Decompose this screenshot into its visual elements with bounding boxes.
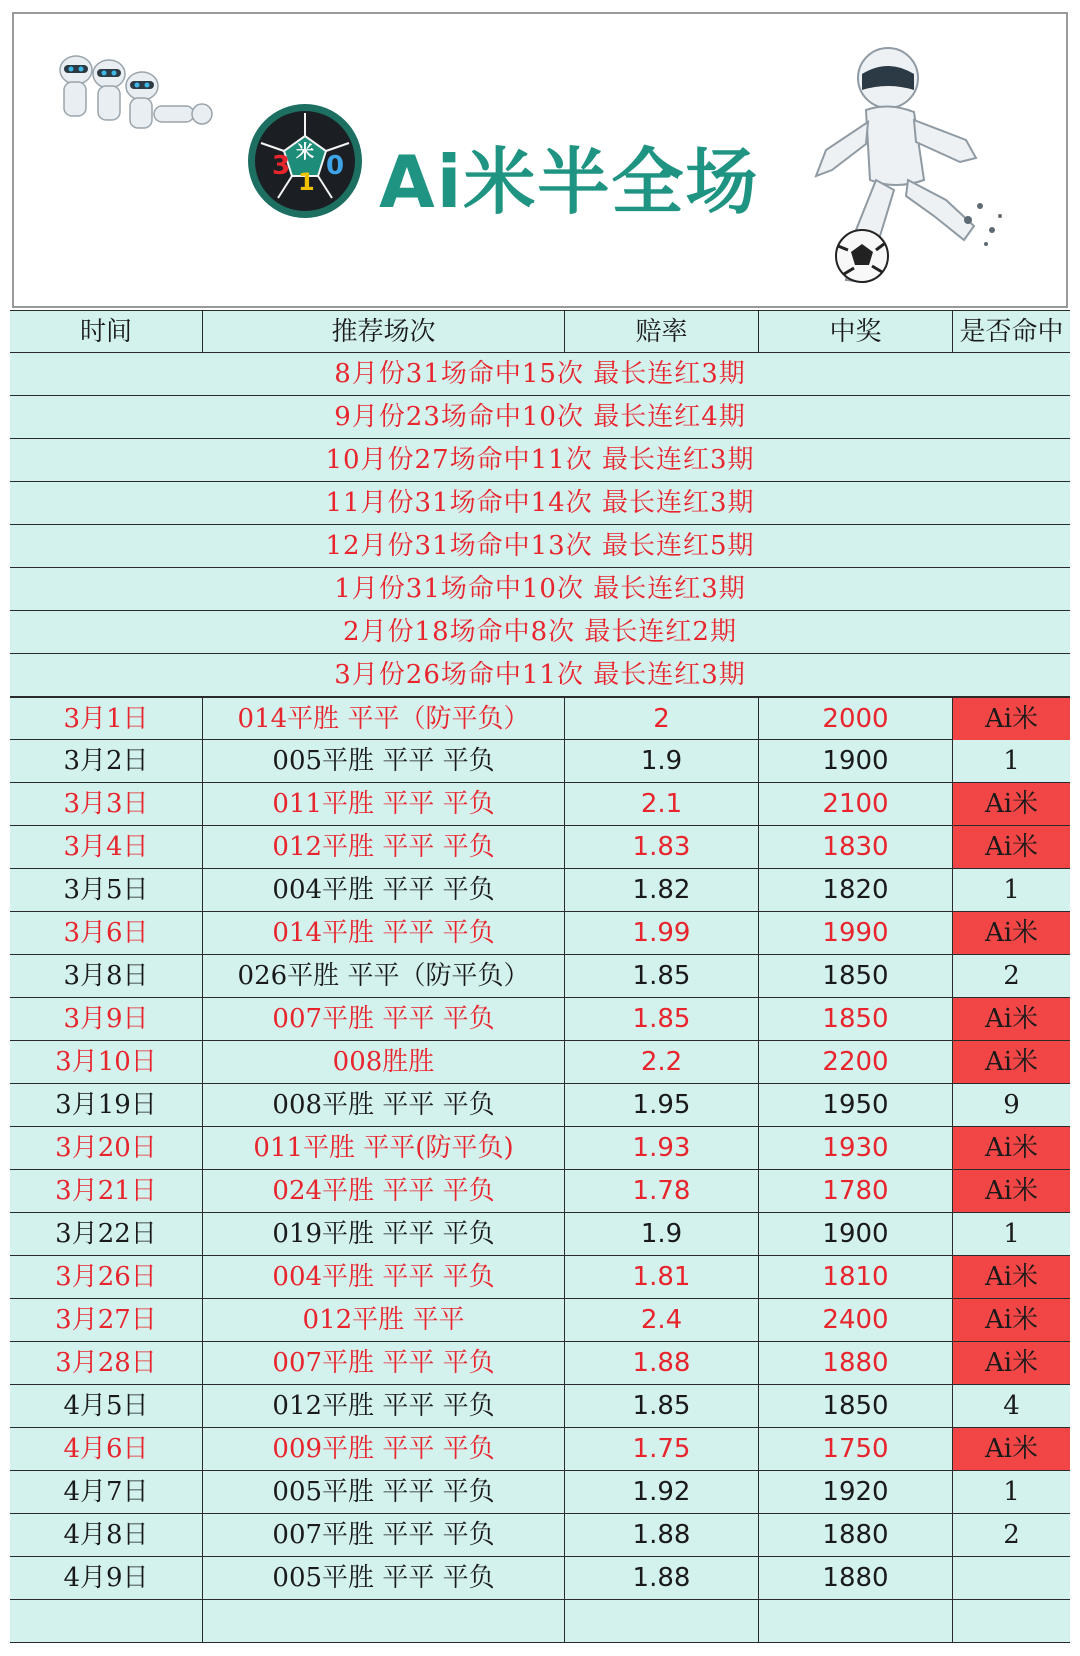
summary-row: [10, 439, 1070, 482]
prize-cell: 1750: [758, 1428, 952, 1470]
odds-cell: 1.83: [564, 826, 758, 868]
hit-cell: Ai米: [952, 1041, 1070, 1083]
robot-group-icon: [54, 48, 224, 138]
data-rows: [10, 697, 1070, 1643]
date-cell: 3月9日: [63, 1004, 149, 1034]
match-cell: 007平胜 平平 平负: [202, 1514, 564, 1556]
odds-cell: 1.85: [564, 998, 758, 1040]
date-cell: 3月21日: [55, 1176, 157, 1206]
header-odds: 赔率: [564, 311, 758, 353]
date-cell: 3月3日: [63, 789, 149, 819]
summary-text: 12月份31场命中13次 最长连红5期: [325, 531, 755, 561]
hit-cell: Ai米: [952, 1127, 1070, 1169]
prize-cell: 1850: [758, 998, 952, 1040]
date-cell: 3月2日: [63, 746, 149, 776]
table-row: [10, 1385, 1070, 1428]
match-cell: 004平胜 平平 平负: [202, 869, 564, 911]
odds-cell: 1.85: [564, 955, 758, 997]
table-row: [10, 1299, 1070, 1342]
summary-text: 1月份31场命中10次 最长连红3期: [334, 574, 746, 604]
summary-text: 8月份31场命中15次 最长连红3期: [334, 359, 746, 389]
brand-ball-icon: [246, 102, 364, 220]
prize-cell: 1900: [758, 740, 952, 782]
header-prize: 中奖: [758, 311, 952, 353]
table-row: [10, 955, 1070, 998]
hit-cell: Ai米: [952, 1170, 1070, 1212]
prize-cell: 1850: [758, 1385, 952, 1427]
prize-cell: 1780: [758, 1170, 952, 1212]
match-cell: 004平胜 平平 平负: [202, 1256, 564, 1298]
prize-cell: 1850: [758, 955, 952, 997]
hit-cell: Ai米: [952, 1428, 1070, 1470]
match-cell: 007平胜 平平 平负: [202, 1342, 564, 1384]
odds-cell: 1.78: [564, 1170, 758, 1212]
odds-cell: 1.95: [564, 1084, 758, 1126]
hit-cell: Ai米: [952, 998, 1070, 1040]
date-cell: 3月4日: [63, 832, 149, 862]
prize-cell: 1830: [758, 826, 952, 868]
hit-cell: 2: [952, 1514, 1070, 1556]
summary-row: [10, 482, 1070, 525]
hit-cell: Ai米: [952, 826, 1070, 868]
hit-cell: [952, 1557, 1070, 1599]
table-row: [10, 783, 1070, 826]
match-cell: 026平胜 平平（防平负）: [202, 955, 564, 997]
svg-text:3: 3: [272, 151, 291, 181]
match-cell: 012平胜 平平 平负: [202, 1385, 564, 1427]
prize-cell: 1810: [758, 1256, 952, 1298]
odds-cell: 2.2: [564, 1041, 758, 1083]
match-cell: 011平胜 平平(防平负): [202, 1127, 564, 1169]
hit-cell: Ai米: [952, 1256, 1070, 1298]
match-cell: 007平胜 平平 平负: [202, 998, 564, 1040]
table-row: [10, 869, 1070, 912]
table-row: [10, 1471, 1070, 1514]
table-row: [10, 697, 1070, 740]
odds-cell: 1.81: [564, 1256, 758, 1298]
table-row: [10, 1342, 1070, 1385]
hit-cell: 1: [952, 1471, 1070, 1513]
odds-cell: 1.9: [564, 1213, 758, 1255]
prize-cell: 1880: [758, 1514, 952, 1556]
odds-cell: 2: [564, 698, 758, 740]
date-cell: 3月26日: [55, 1262, 157, 1292]
summary-text: 10月份27场命中11次 最长连红3期: [325, 445, 755, 475]
prize-cell: 2000: [758, 698, 952, 740]
summary-row: [10, 568, 1070, 611]
date-cell: 3月10日: [55, 1047, 157, 1077]
table-row: [10, 1041, 1070, 1084]
robot-player-icon: [796, 30, 1016, 300]
prize-cell: 1900: [758, 1213, 952, 1255]
results-table: [10, 310, 1070, 1643]
table-row: [10, 1557, 1070, 1600]
summary-text: 11月份31场命中14次 最长连红3期: [325, 488, 755, 518]
table-row: [10, 1213, 1070, 1256]
banner: [12, 12, 1068, 308]
table-row: [10, 998, 1070, 1041]
hit-cell: 9: [952, 1084, 1070, 1126]
hit-cell: Ai米: [952, 698, 1070, 740]
date-cell: 3月1日: [63, 704, 149, 734]
odds-cell: 1.9: [564, 740, 758, 782]
header-date: 时间: [79, 317, 132, 347]
odds-cell: 1.88: [564, 1514, 758, 1556]
hit-cell: Ai米: [952, 1342, 1070, 1384]
summary-row: [10, 654, 1070, 697]
date-cell: 3月22日: [55, 1219, 157, 1249]
date-cell: 3月6日: [63, 918, 149, 948]
hit-cell: 4: [952, 1385, 1070, 1427]
match-cell: 011平胜 平平 平负: [202, 783, 564, 825]
prize-cell: 1820: [758, 869, 952, 911]
date-cell: [10, 1600, 202, 1642]
prize-cell: 1930: [758, 1127, 952, 1169]
hit-cell: Ai米: [952, 783, 1070, 825]
table-row: [10, 740, 1070, 783]
prize-cell: 1950: [758, 1084, 952, 1126]
odds-cell: 1.88: [564, 1342, 758, 1384]
table-row: [10, 1256, 1070, 1299]
match-cell: 005平胜 平平 平负: [202, 1471, 564, 1513]
prize-cell: 1880: [758, 1342, 952, 1384]
odds-cell: 2.4: [564, 1299, 758, 1341]
odds-cell: 1.93: [564, 1127, 758, 1169]
prize-cell: 1920: [758, 1471, 952, 1513]
match-cell: 014平胜 平平 平负: [202, 912, 564, 954]
prize-cell: 2100: [758, 783, 952, 825]
date-cell: 3月5日: [63, 875, 149, 905]
summary-row: [10, 353, 1070, 396]
match-cell: 009平胜 平平 平负: [202, 1428, 564, 1470]
summary-row: [10, 611, 1070, 654]
odds-cell: 1.85: [564, 1385, 758, 1427]
date-cell: 3月19日: [55, 1090, 157, 1120]
summary-text: 9月份23场命中10次 最长连红4期: [334, 402, 746, 432]
match-cell: [202, 1600, 564, 1642]
hit-cell: 1: [952, 740, 1070, 782]
table-row: [10, 826, 1070, 869]
summary-row: [10, 525, 1070, 568]
svg-text:1: 1: [298, 168, 315, 196]
match-cell: 019平胜 平平 平负: [202, 1213, 564, 1255]
hit-cell: Ai米: [952, 1299, 1070, 1341]
prize-cell: 1880: [758, 1557, 952, 1599]
date-cell: 3月8日: [63, 961, 149, 991]
match-cell: 008胜胜: [202, 1041, 564, 1083]
hit-cell: 1: [952, 1213, 1070, 1255]
table-row: [10, 1084, 1070, 1127]
date-cell: 4月7日: [63, 1477, 149, 1507]
brand-title: Ai米半全场: [379, 140, 760, 224]
prize-cell: 2200: [758, 1041, 952, 1083]
odds-cell: 1.82: [564, 869, 758, 911]
date-cell: 4月9日: [63, 1563, 149, 1593]
match-cell: 014平胜 平平（防平负）: [202, 698, 564, 740]
hit-cell: Ai米: [952, 912, 1070, 954]
odds-cell: 1.92: [564, 1471, 758, 1513]
date-cell: 4月6日: [63, 1434, 149, 1464]
prize-cell: 2400: [758, 1299, 952, 1341]
match-cell: 012平胜 平平 平负: [202, 826, 564, 868]
date-cell: 4月5日: [63, 1391, 149, 1421]
header-hit: 是否命中: [952, 311, 1070, 353]
header-match: 推荐场次: [202, 311, 564, 353]
match-cell: 005平胜 平平 平负: [202, 1557, 564, 1599]
match-cell: 012平胜 平平: [202, 1299, 564, 1341]
summary-text: 3月份26场命中11次 最长连红3期: [334, 660, 746, 690]
svg-text:米: 米: [296, 142, 314, 163]
match-cell: 005平胜 平平 平负: [202, 740, 564, 782]
match-cell: 008平胜 平平 平负: [202, 1084, 564, 1126]
table-row: [10, 912, 1070, 955]
table-row: [10, 1600, 1070, 1643]
table-row: [10, 1514, 1070, 1557]
hit-cell: [952, 1600, 1070, 1642]
table-row: [10, 1170, 1070, 1213]
match-cell: 024平胜 平平 平负: [202, 1170, 564, 1212]
odds-cell: 2.1: [564, 783, 758, 825]
prize-cell: [758, 1600, 952, 1642]
table-row: [10, 1127, 1070, 1170]
summary-text: 2月份18场命中8次 最长连红2期: [343, 617, 737, 647]
hit-cell: 1: [952, 869, 1070, 911]
table-header-row: [10, 310, 1070, 353]
date-cell: 3月28日: [55, 1348, 157, 1378]
hit-cell: 2: [952, 955, 1070, 997]
date-cell: 4月8日: [63, 1520, 149, 1550]
date-cell: 3月27日: [55, 1305, 157, 1335]
date-cell: 3月20日: [55, 1133, 157, 1163]
odds-cell: 1.75: [564, 1428, 758, 1470]
prize-cell: 1990: [758, 912, 952, 954]
summary-row: [10, 396, 1070, 439]
odds-cell: 1.99: [564, 912, 758, 954]
odds-cell: [564, 1600, 758, 1642]
odds-cell: 1.88: [564, 1557, 758, 1599]
table-row: [10, 1428, 1070, 1471]
svg-text:0: 0: [326, 151, 345, 181]
